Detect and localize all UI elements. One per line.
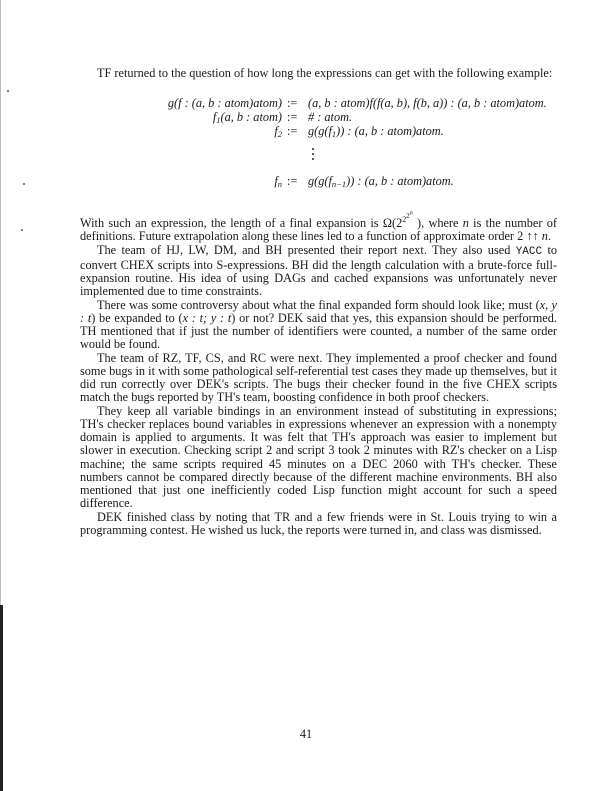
equation-f2 (0, 124, 612, 138)
paragraph: They keep all variable bindings in an environment instead of substituting in expressions; TH's checker replaces bound variables in expressions whenever an expression with a nonempty domain is applied to arguments. It was felt that TH's approach was easier to implement but slower in execution. Checking script 2 and script 3 took 2 minutes with RZ's checker on a Lisp machine; the same scripts required 45 minutes on a DEC 2060 with TH's checker. These numbers cannot be compared directly because of the different machine environments. BH also mentioned that just one inefficiently coded Lisp function might account for such a speed difference. (80, 403, 557, 511)
paragraph: There was some controversy about what the final expanded form should look like; must (x, y : t) be expanded to (x : t; y : t) or not? DEK said that yes, this expansion should be performed. TH mentioned that if just the number of identifiers were counted, a number of the same order would be found. (80, 297, 557, 352)
paragraph: With such an expression, the length of a final expansion is $\Omega(2^{2^{2^n}}$ ), where n is the number of definitions. Future extrapolation along these lines led to a function of approximate order 2 ↑↑ n. (80, 211, 557, 244)
equation-rhs: # : atom. (308, 110, 353, 124)
scan-speck (7, 90, 9, 92)
scan-edge-dark (0, 605, 3, 791)
body-text (80, 211, 558, 537)
equation-lhs: $f_1(a$, b : atom) (212, 110, 282, 125)
vertical-ellipsis (312, 148, 316, 163)
equation-operator: := (287, 124, 298, 138)
equation-lhs: g(f : (a, b : atom)atom) (167, 96, 282, 110)
scan-speck (21, 229, 23, 231)
paragraph: DEK finished class by noting that TR and a few friends were in St. Louis trying to win a programming contest. He wished us luck, the reports were turned in, and class was dismissed. (80, 509, 557, 537)
equation-f1 (0, 110, 612, 124)
paragraph: The team of RZ, TF, CS, and RC were next. They implemented a proof checker and found some bugs in it with some pathological self-referential test cases they made up themselves, but it did run correctly over DEK's scripts. The bugs their checker found in the five CHEX scripts match the bugs reported by TH's team, boosting confidence in both proof checkers. (80, 350, 557, 405)
paragraph: The team of HJ, LW, DM, and BH presented their report next. They also used YACC to convert CHEX scripts into S-expressions. BH did the length calculation with a brute-force full-expansion routine. His idea of using DAGs and cached expansions was unfortunately never implemented due to time constraints. (80, 242, 558, 299)
equation-g (0, 96, 612, 110)
equation-rhs: $g(g(f_{n-1}))$ : (a, b : atom)atom. (308, 174, 454, 189)
equation-rhs: $g(g(f_1))$ : (a, b : atom)atom. (308, 124, 444, 139)
equation-operator: := (287, 110, 298, 124)
intro-text: TF returned to the question of how long the expressions can get with the following example: (97, 66, 553, 80)
code-yacc: YACC (515, 245, 543, 258)
page-number: 41 (299, 727, 313, 741)
equation-lhs: $f_n$ (274, 174, 282, 189)
equation-lhs: $f_2$ (274, 124, 282, 139)
superscript-exponent: 22n (402, 211, 413, 224)
equation-operator: := (287, 174, 298, 188)
intro-paragraph (80, 67, 557, 80)
equation-fn (0, 174, 612, 188)
scan-edge (0, 0, 1, 605)
equation-operator: := (287, 96, 298, 110)
equation-rhs: (a, b : atom)f(f(a, b), f(b, a)) : (a, b : atom)atom. (308, 96, 547, 110)
